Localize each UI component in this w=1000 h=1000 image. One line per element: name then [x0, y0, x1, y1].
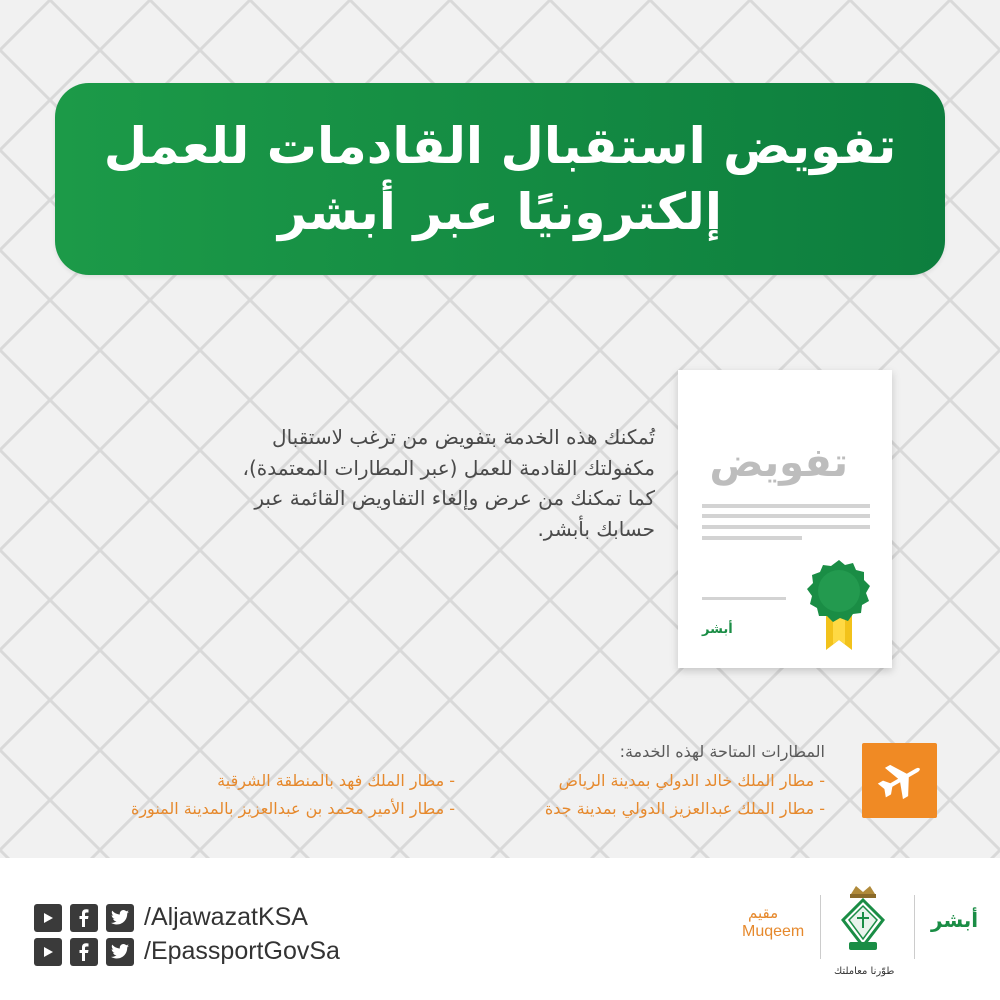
seal-ribbon-icon — [806, 558, 872, 654]
footer-divider — [820, 895, 821, 959]
title-line-1: تفويض استقبال القادمات للعمل — [103, 117, 897, 175]
social-handle[interactable]: /EpassportGovSa — [144, 937, 340, 965]
social-handle[interactable]: /AljawazatKSA — [144, 903, 308, 931]
footer-divider — [914, 895, 915, 959]
facebook-icon[interactable] — [70, 904, 98, 932]
twitter-icon[interactable] — [106, 938, 134, 966]
document-text-line — [702, 514, 870, 518]
description-line: مكفولتك القادمة للعمل (عبر المطارات المعتمدة)، — [242, 455, 655, 480]
description-line: كما تمكنك من عرض وإلغاء التفاويض القائمة عبر — [254, 486, 655, 510]
jawazat-emblem-icon — [838, 884, 888, 964]
airports-icon-box — [862, 743, 937, 818]
social-row — [34, 937, 340, 966]
airport-item: - مطار الملك خالد الدولي بمدينة الرياض — [558, 771, 825, 790]
description-line: حسابك بأبشر. — [537, 516, 655, 541]
youtube-icon[interactable] — [34, 904, 62, 932]
airplane-icon — [873, 754, 927, 808]
authorization-document-illustration — [678, 370, 892, 668]
service-description — [242, 422, 655, 544]
youtube-icon[interactable] — [34, 938, 62, 966]
document-text-line — [702, 504, 870, 508]
social-row — [34, 903, 308, 932]
absher-logo-small: أبشر — [702, 622, 733, 637]
muqeem-logo-arabic: مقيم — [748, 904, 779, 922]
document-title: تفويض — [709, 440, 848, 486]
airports-heading: المطارات المتاحة لهذه الخدمة: — [619, 742, 825, 761]
absher-logo: أبشر — [931, 908, 979, 932]
title-line-2: إلكترونيًا عبر أبشر — [278, 183, 722, 241]
airport-item: - مطار الملك عبدالعزيز الدولي بمدينة جدة — [544, 799, 825, 818]
jawazat-caption: طوّرنا معاملتك — [834, 966, 895, 977]
document-signature-line — [702, 597, 786, 600]
facebook-icon[interactable] — [70, 938, 98, 966]
description-line: تُمكنك هذه الخدمة بتفويض من ترغب لاستقبال — [272, 425, 655, 449]
document-text-line — [702, 536, 802, 540]
airport-item: - مطار الأمير محمد بن عبدالعزيز بالمدينة المنورة — [130, 799, 455, 818]
airport-item: - مطار الملك فهد بالمنطقة الشرقية — [217, 771, 455, 790]
document-text-line — [702, 525, 870, 529]
muqeem-logo-english: Muqeem — [742, 923, 805, 940]
title-banner — [55, 83, 945, 275]
twitter-icon[interactable] — [106, 904, 134, 932]
